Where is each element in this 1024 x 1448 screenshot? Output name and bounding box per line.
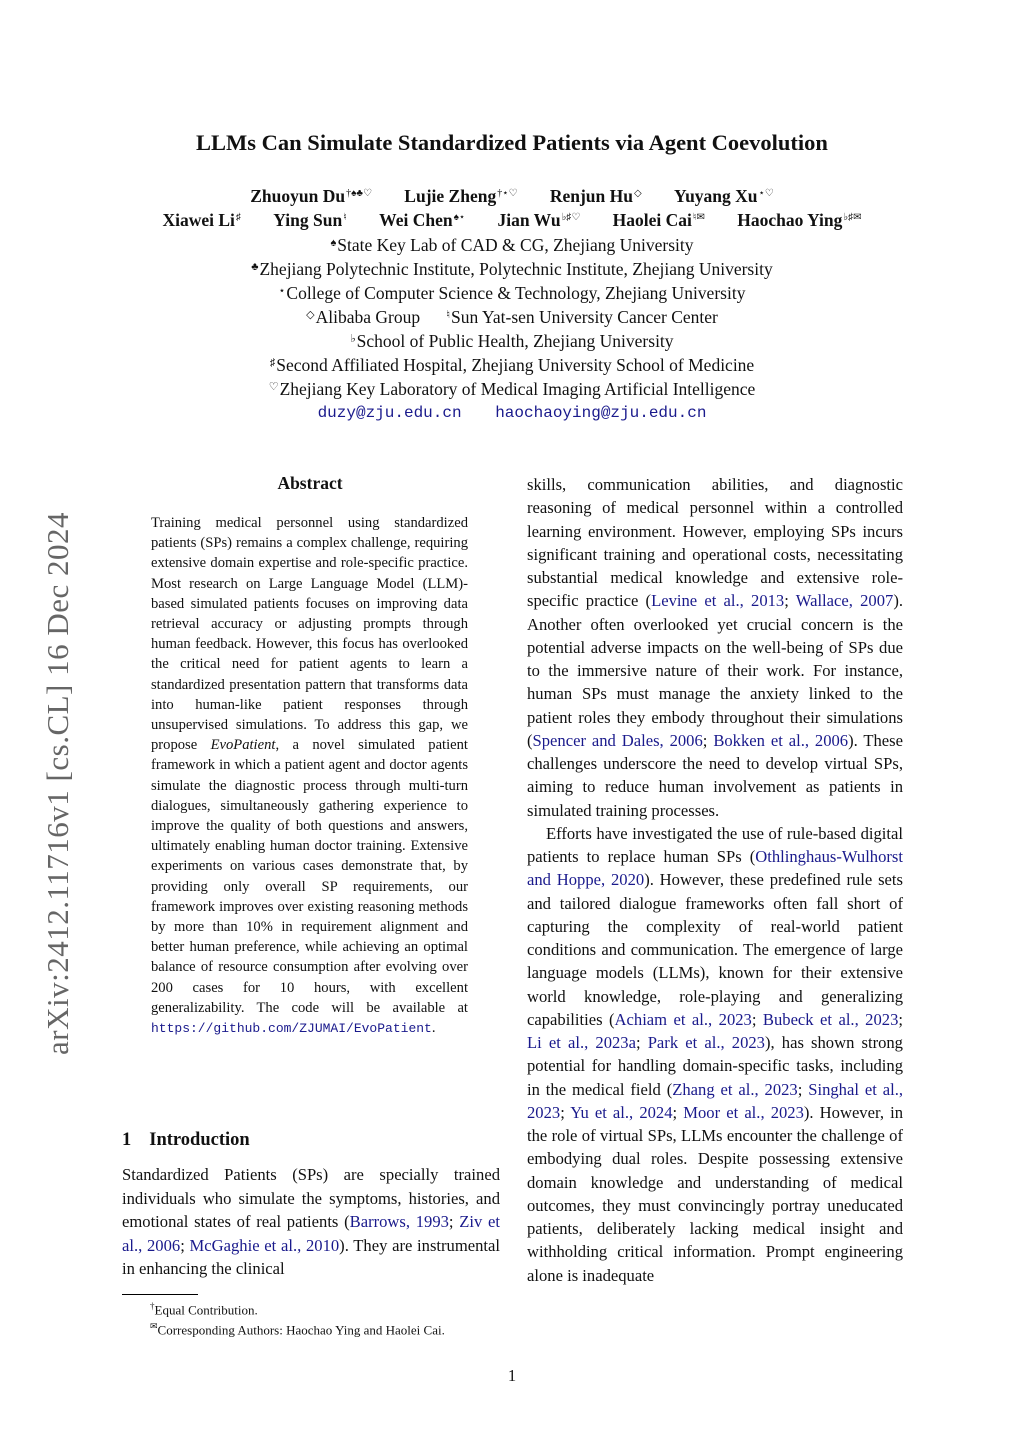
affiliation: ♭School of Public Health, Zhejiang University [350,331,674,351]
affiliation: ♡Zhejiang Key Laboratory of Medical Imaging Artificial Intelligence [268,379,756,399]
footnote-rule [122,1294,198,1295]
affiliation: ◇Alibaba Group ♮Sun Yat-sen University Cancer Center [306,307,718,327]
citation-link[interactable]: Park et al., 2023 [647,1033,765,1052]
citation-link[interactable]: Levine et al., 2013 [651,591,785,611]
affiliation: ♠State Key Lab of CAD & CG, Zhejiang University [330,235,694,255]
citation-link[interactable]: Ziv et al., 2006 [122,1212,500,1255]
affiliation: ⋆College of Computer Science & Technology, Zhejiang University [278,283,746,303]
affiliation: ♣Zhejiang Polytechnic Institute, Polytechnic Institute, Zhejiang University [251,259,773,279]
footnotes [122,1298,522,1339]
citation-link[interactable]: Singhal et al., 2023 [527,1079,903,1122]
citation-link[interactable]: Achiam et al., 2023 [614,1009,752,1029]
page-number: 1 [507,1366,517,1385]
citation-link[interactable]: Zhang et al., 2023 [672,1079,798,1099]
citation-link[interactable]: Yu et al., 2024 [570,1102,673,1122]
author-line-2 [0,210,1024,231]
author: Zhuoyun Du†♠♣♡ [250,186,372,206]
body-paragraph: Efforts have investigated the use of rule-based digital patients to replace human SPs (Othlinghaus-Wulhorst and Hoppe, 2020). However, these predefined rule sets and tailored dialogue frameworks often fall short of capturing the complexity of real-world patient conditions and communication. The emergence of large language models (LLMs), known for their extensive world knowledge, role-playing and generalizing capabilities (Achiam et al., 2023; Bubeck et al., 2023; Li et al., 2023a; Park et al., 2023), has shown strong potential for handling domain-specific tasks, including in the medical field (Zhang et al., 2023; Singhal et al., 2023; Yu et al., 2024; Moor et al., 2023). However, in the role of virtual SPs, LLMs encounter the challenge of embodying dual roles. Despite possessing extensive domain knowledge and understanding of medical outcomes, they must convincingly portray uneducated patients, deliberately lacking medical insight and withholding critical information. Prompt engineering alone is inadequate [527,823,903,1285]
author: Jian Wu♭♯♡ [497,210,581,230]
body-paragraph: skills, communication abilities, and diagnostic reasoning of medical personnel within a controlled learning environment. However, employing SPs incurs significant training and operational costs, necessitating substantial medical knowledge and extensive role-specific practice (Levine et al., 2013; Wallace, 2007). Another often overlooked yet crucial concern is the potential adverse impacts on the well-being of SPs due to the immersive nature of their work. For instance, human SPs must manage the anxiety linked to the patient roles they embody throughout their simulations (Spencer and Dales, 2006; Bokken et al., 2006). These challenges underscore the need to develop virtual SPs, aiming to reduce human involvement as patients in simulated training processes. [527,475,904,820]
footnote-equal: †Equal Contribution. [150,1301,258,1318]
citation-link[interactable]: Barrows, 1993 [349,1212,449,1232]
citation-link[interactable]: Spencer and Dales, 2006 [532,730,703,750]
footnote-corresponding: ✉Corresponding Authors: Haochao Ying and Haolei Cai. [150,1321,445,1338]
email-link[interactable]: haochaoying@zju.edu.cn [495,404,707,422]
abstract-body: Training medical personnel using standardized patients (SPs) remains a complex challenge, requiring extensive domain expertise and role-specific practice. Most research on Large Language Model (LLM)-based simulated patients focuses on improving data retrieval accuracy or adjusting prompts through human feedback. However, this focus has overlooked the critical need for patient agents to learn a standardized presentation pattern that transforms data into human-like patient responses through unsupervised simulations. To address this gap, we propose EvoPatient, a novel simulated patient framework in which a patient agent and doctor agents simulate the diagnostic process through multi-turn dialogues, simultaneously gathering experience to improve the quality of both questions and answers, ultimately enabling human doctor training. Extensive experiments on various cases demonstrate that, by providing only overall SP requirements, our framework improves over existing reasoning methods by more than 10% in requirement alignment and better human preference, while achieving an optimal balance of resource consumption after evolving over 200 cases for 10 hours, with excellent generalizability. The code will be available at https://github.com/ZJUMAI/EvoPatient. [151,515,468,1037]
email-link[interactable]: duzy@zju.edu.cn [317,404,462,422]
citation-link[interactable]: Moor et al., 2023 [683,1102,804,1122]
affiliation: ♯Second Affiliated Hospital, Zhejiang University School of Medicine [269,355,755,375]
author: Ying Sun♮ [273,210,347,230]
citation-link[interactable]: Bubeck et al., 2023 [762,1009,899,1029]
citation-link[interactable]: Li et al., 2023a [527,1033,636,1052]
author: Yuyang Xu⋆♡ [674,186,774,206]
author: Renjun Hu◇ [549,186,642,206]
section-heading: 1 Introduction [122,1130,250,1150]
citation-link[interactable]: Bokken et al., 2006 [713,730,849,750]
author-line-1 [0,186,1024,207]
author-emails [0,404,1024,422]
citation-link[interactable]: Wallace, 2007 [795,591,894,611]
right-column [527,473,903,1287]
abstract-heading: Abstract [277,473,343,493]
author: Wei Chen♠⋆ [379,210,466,230]
author: Haolei Cai♮✉ [612,210,705,230]
citation-link[interactable]: McGaghie et al., 2010 [189,1235,340,1255]
author: Xiawei Li♯ [162,210,241,230]
citation-link[interactable]: Othlinghaus-Wulhorst and Hoppe, 2020 [527,847,903,890]
intro-paragraph: Standardized Patients (SPs) are specially trained individuals who simulate the symptoms, histories, and emotional states of real patients (Barrows, 1993; Ziv et al., 2006; McGaghie et al., 2010). They are instrumental in enhancing the clinical [122,1165,501,1279]
paper-title: LLMs Can Simulate Standardized Patients via Agent Coevolution [196,130,828,155]
author: Lujie Zheng†⋆♡ [404,186,518,206]
framework-name: EvoPatient [210,737,276,754]
code-url-link[interactable]: https://github.com/ZJUMAI/EvoPatient [151,1021,432,1037]
arxiv-identifier: arXiv:2412.11716v1 [cs.CL] 16 Dec 2024 [40,511,75,1055]
author: Haochao Ying♭♯✉ [737,210,862,230]
